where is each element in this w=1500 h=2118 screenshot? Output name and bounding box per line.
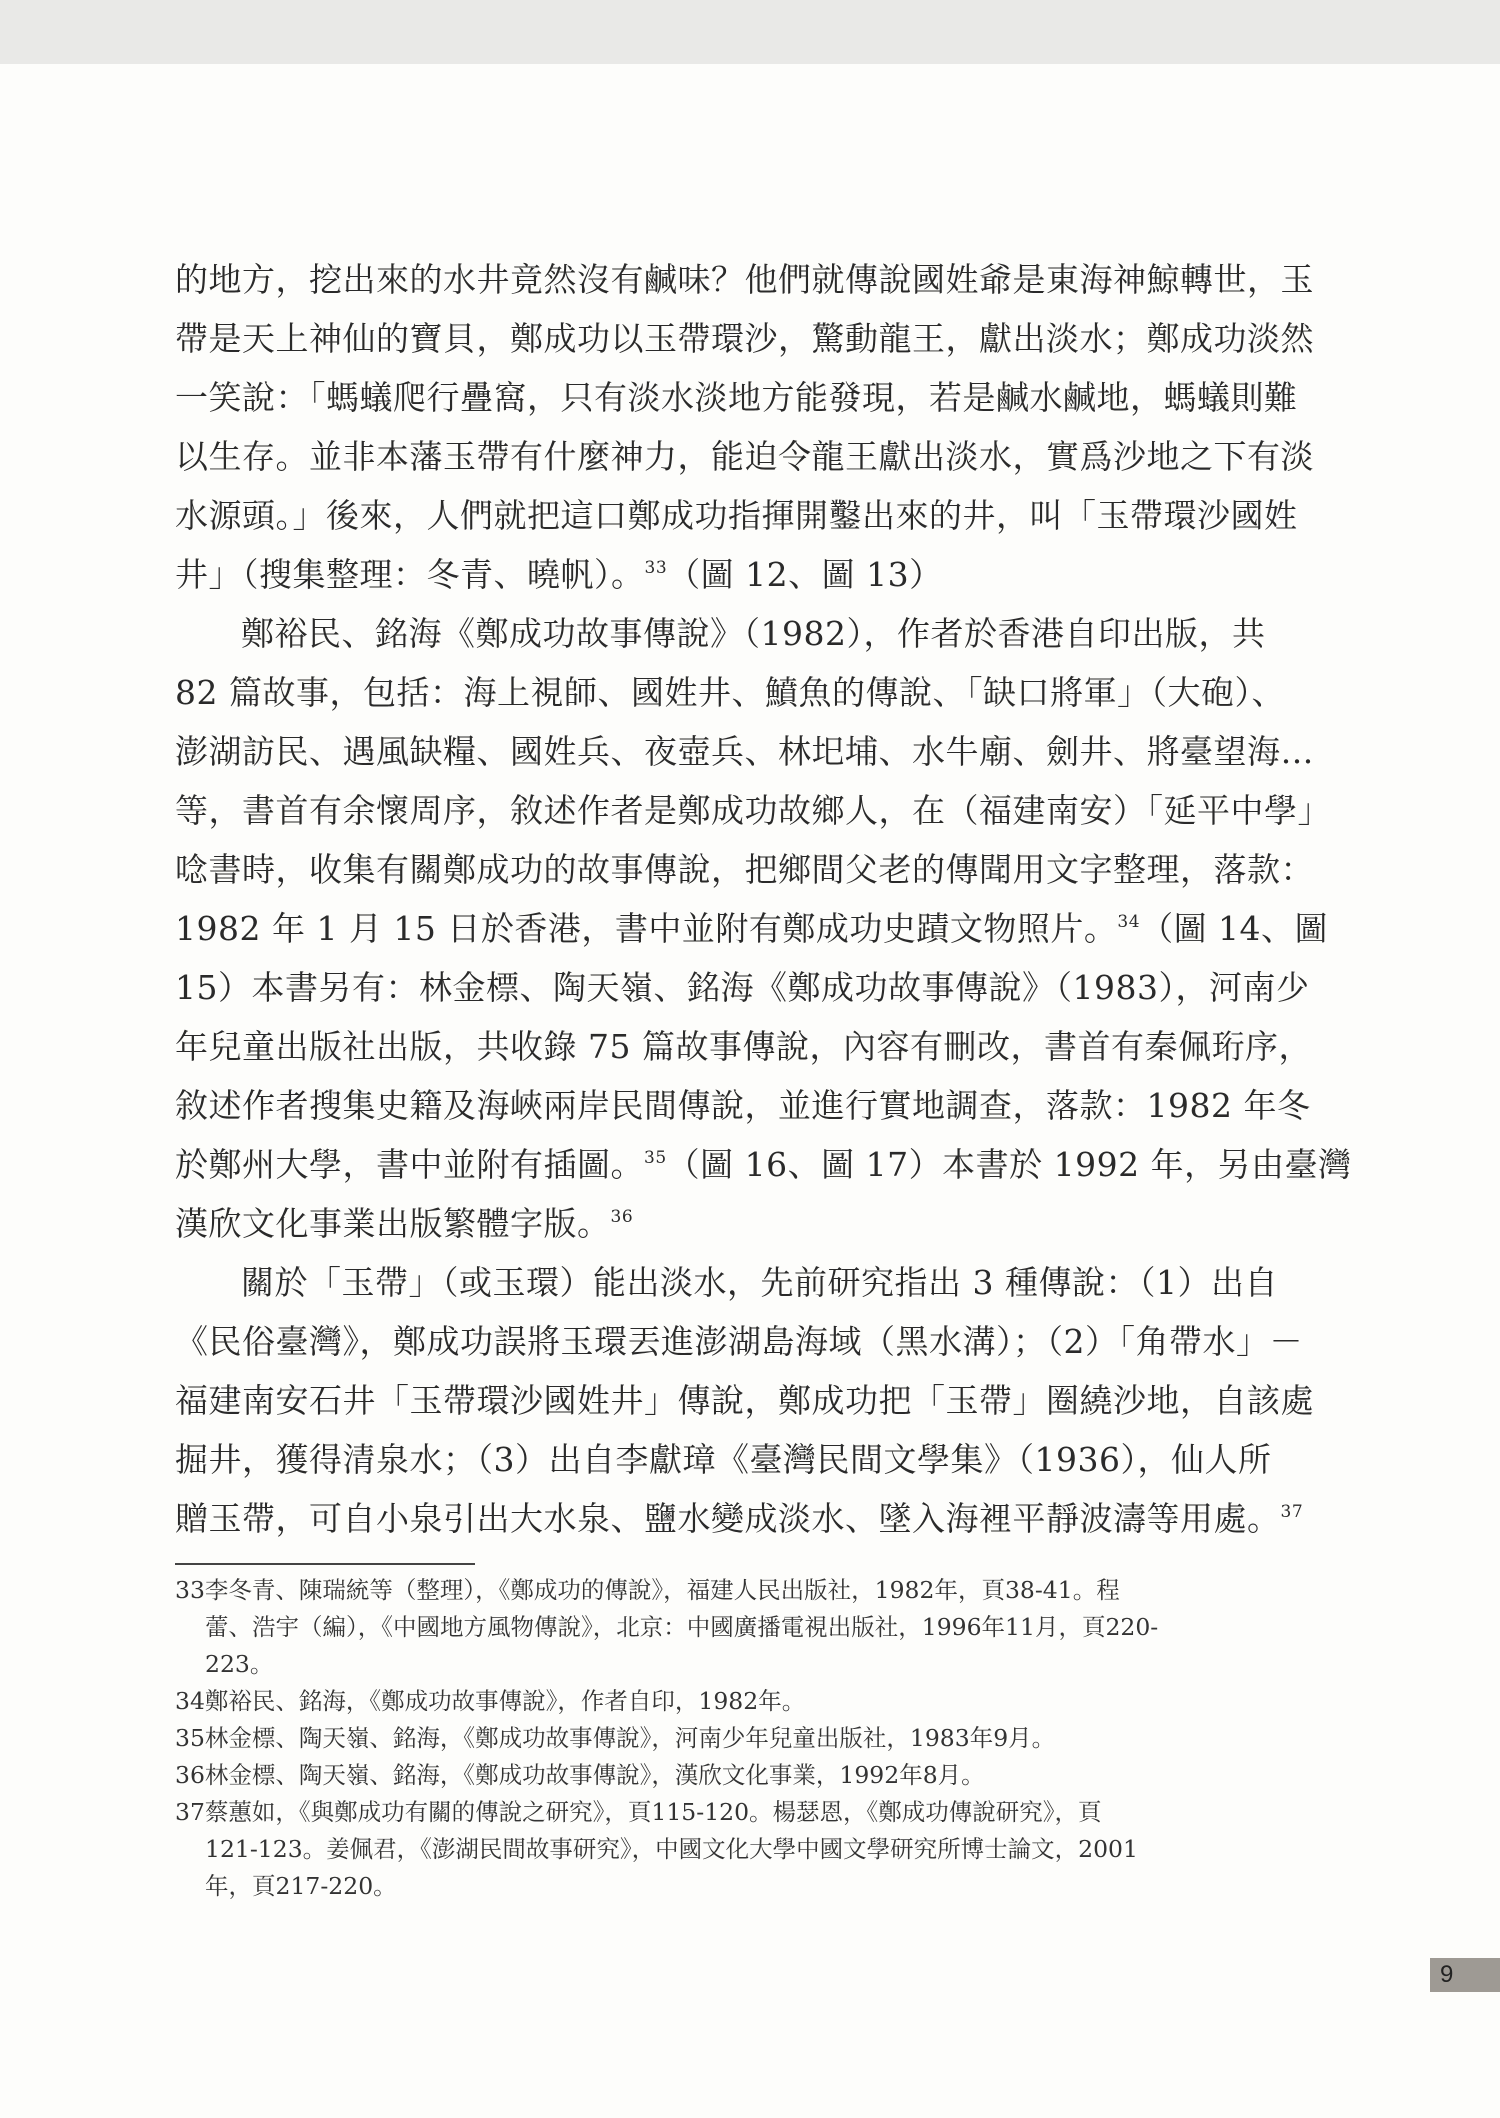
text-line: 《民俗臺灣》，鄭成功誤將玉環丟進澎湖島海域（黑水溝）；（2）「角帶水」－: [175, 1322, 1303, 1361]
text-line: 於鄭州大學，書中並附有插圖。$^{35}$（圖 16、圖 17）本書於 1992 年，另由臺灣: [175, 1145, 1352, 1184]
text-line: 福建南安石井「玉帶環沙國姓井」傳說，鄭成功把「玉帶」圈繞沙地，自該處: [175, 1381, 1314, 1420]
text-line: 帶是天上神仙的寶貝，鄭成功以玉帶環沙，驚動龍王，獻出淡水；鄭成功淡然: [175, 319, 1314, 358]
footnote-text: 36林金標、陶天嶺、銘海，《鄭成功故事傳說》，漢欣文化事業，1992年8月。: [175, 1761, 985, 1789]
footnote-text: 蕾、浩宇（編），《中國地方風物傳說》，北京：中國廣播電視出版社，1996年11月，頁220-: [205, 1613, 1159, 1641]
footnote-35: [175, 1720, 1295, 1757]
footnote-text: 37蔡蕙如，《與鄭成功有關的傳說之研究》，頁115-120。楊瑟恩，《鄭成功傳說研究》，頁: [175, 1798, 1102, 1826]
text-line: 82 篇故事，包括：海上視師、國姓井、鱝魚的傳說、「缺口將軍」（大砲）、: [175, 673, 1285, 712]
text-line: 的地方，挖出來的水井竟然沒有鹹味？他們就傳說國姓爺是東海神鯨轉世，玉: [175, 260, 1314, 299]
text-line: 等，書首有余懷周序，敘述作者是鄭成功故鄉人，在（福建南安）「延平中學」: [175, 791, 1331, 830]
paragraph-2: [175, 604, 1352, 1253]
text-line: 鄭裕民、銘海《鄭成功故事傳說》（1982），作者於香港自印出版，共: [241, 614, 1266, 653]
text-line: 敘述作者搜集史籍及海峽兩岸民間傳說，並進行實地調查，落款：1982 年冬: [175, 1086, 1311, 1125]
text-line: 漢欣文化事業出版繁體字版。$^{36}$: [175, 1204, 634, 1243]
footnote-ref-33[interactable]: 33: [644, 558, 668, 578]
footnote-text: 年，頁217-220。: [205, 1872, 397, 1900]
text-line: 贈玉帶，可自小泉引出大水泉、鹽水變成淡水、墜入海裡平靜波濤等用處。$^{37}$: [175, 1499, 1304, 1538]
footnote-text: 223。: [205, 1650, 274, 1678]
text-line: 1982 年 1 月 15 日於香港，書中並附有鄭成功史蹟文物照片。$^{34}$（圖 14、圖: [175, 909, 1329, 948]
footnote-text: 34鄭裕民、銘海，《鄭成功故事傳說》，作者自印，1982年。: [175, 1687, 806, 1715]
paragraph-3: [175, 1253, 1314, 1548]
footnote-33: [175, 1572, 1295, 1683]
footnote-36: [175, 1757, 1295, 1794]
text-line: 澎湖訪民、遇風缺糧、國姓兵、夜壺兵、林圯埔、水牛廟、劍井、將臺望海…: [175, 732, 1314, 771]
text-line: 水源頭。」後來，人們就把這口鄭成功指揮開鑿出來的井，叫「玉帶環沙國姓: [175, 496, 1298, 535]
page-number: 9: [1430, 1958, 1500, 1992]
footnote-text: 35林金標、陶天嶺、銘海，《鄭成功故事傳說》，河南少年兒童出版社，1983年9月。: [175, 1724, 1056, 1752]
footnote-text: 33李冬青、陳瑞統等（整理），《鄭成功的傳說》，福建人民出版社，1982年，頁38-41。程: [175, 1576, 1120, 1604]
footnote-ref-35[interactable]: 35: [644, 1148, 667, 1168]
footnote-34: [175, 1683, 1295, 1720]
footnote-ref-37[interactable]: 37: [1280, 1502, 1304, 1522]
text-line: 關於「玉帶」（或玉環）能出淡水，先前研究指出 3 種傳說：（1）出自: [241, 1263, 1278, 1302]
footnotes: [175, 1572, 1295, 1905]
text-line: 年兒童出版社出版，共收錄 75 篇故事傳說，內容有刪改，書首有秦佩珩序，: [175, 1027, 1312, 1066]
text-line: 15）本書另有：林金標、陶天嶺、銘海《鄭成功故事傳說》（1983），河南少: [175, 968, 1310, 1007]
text-line: 一笑說：「螞蟻爬行疊窩，只有淡水淡地方能發現，若是鹹水鹹地，螞蟻則難: [175, 378, 1298, 417]
text-line: 掘井，獲得清泉水；（3）出自李獻璋《臺灣民間文學集》（1936），仙人所: [175, 1440, 1272, 1479]
footnote-divider: [175, 1563, 475, 1565]
footnote-ref-34[interactable]: 34: [1117, 912, 1141, 932]
text-line: 唸書時，收集有關鄭成功的故事傳說，把鄉間父老的傳聞用文字整理，落款：: [175, 850, 1314, 889]
footnote-ref-36[interactable]: 36: [610, 1207, 634, 1227]
main-text: [175, 250, 1352, 1548]
text-line: 井」（搜集整理：冬青、曉帆）。$^{33}$（圖 12、圖 13）: [175, 555, 943, 594]
footnote-37: [175, 1794, 1295, 1905]
paragraph-1: [175, 250, 1314, 604]
scan-top-band: [0, 0, 1500, 64]
footnote-text: 121-123。姜佩君，《澎湖民間故事研究》，中國文化大學中國文學研究所博士論文，2001: [205, 1835, 1138, 1863]
text-line: 以生存。並非本藩玉帶有什麼神力，能迫令龍王獻出淡水，實爲沙地之下有淡: [175, 437, 1314, 476]
